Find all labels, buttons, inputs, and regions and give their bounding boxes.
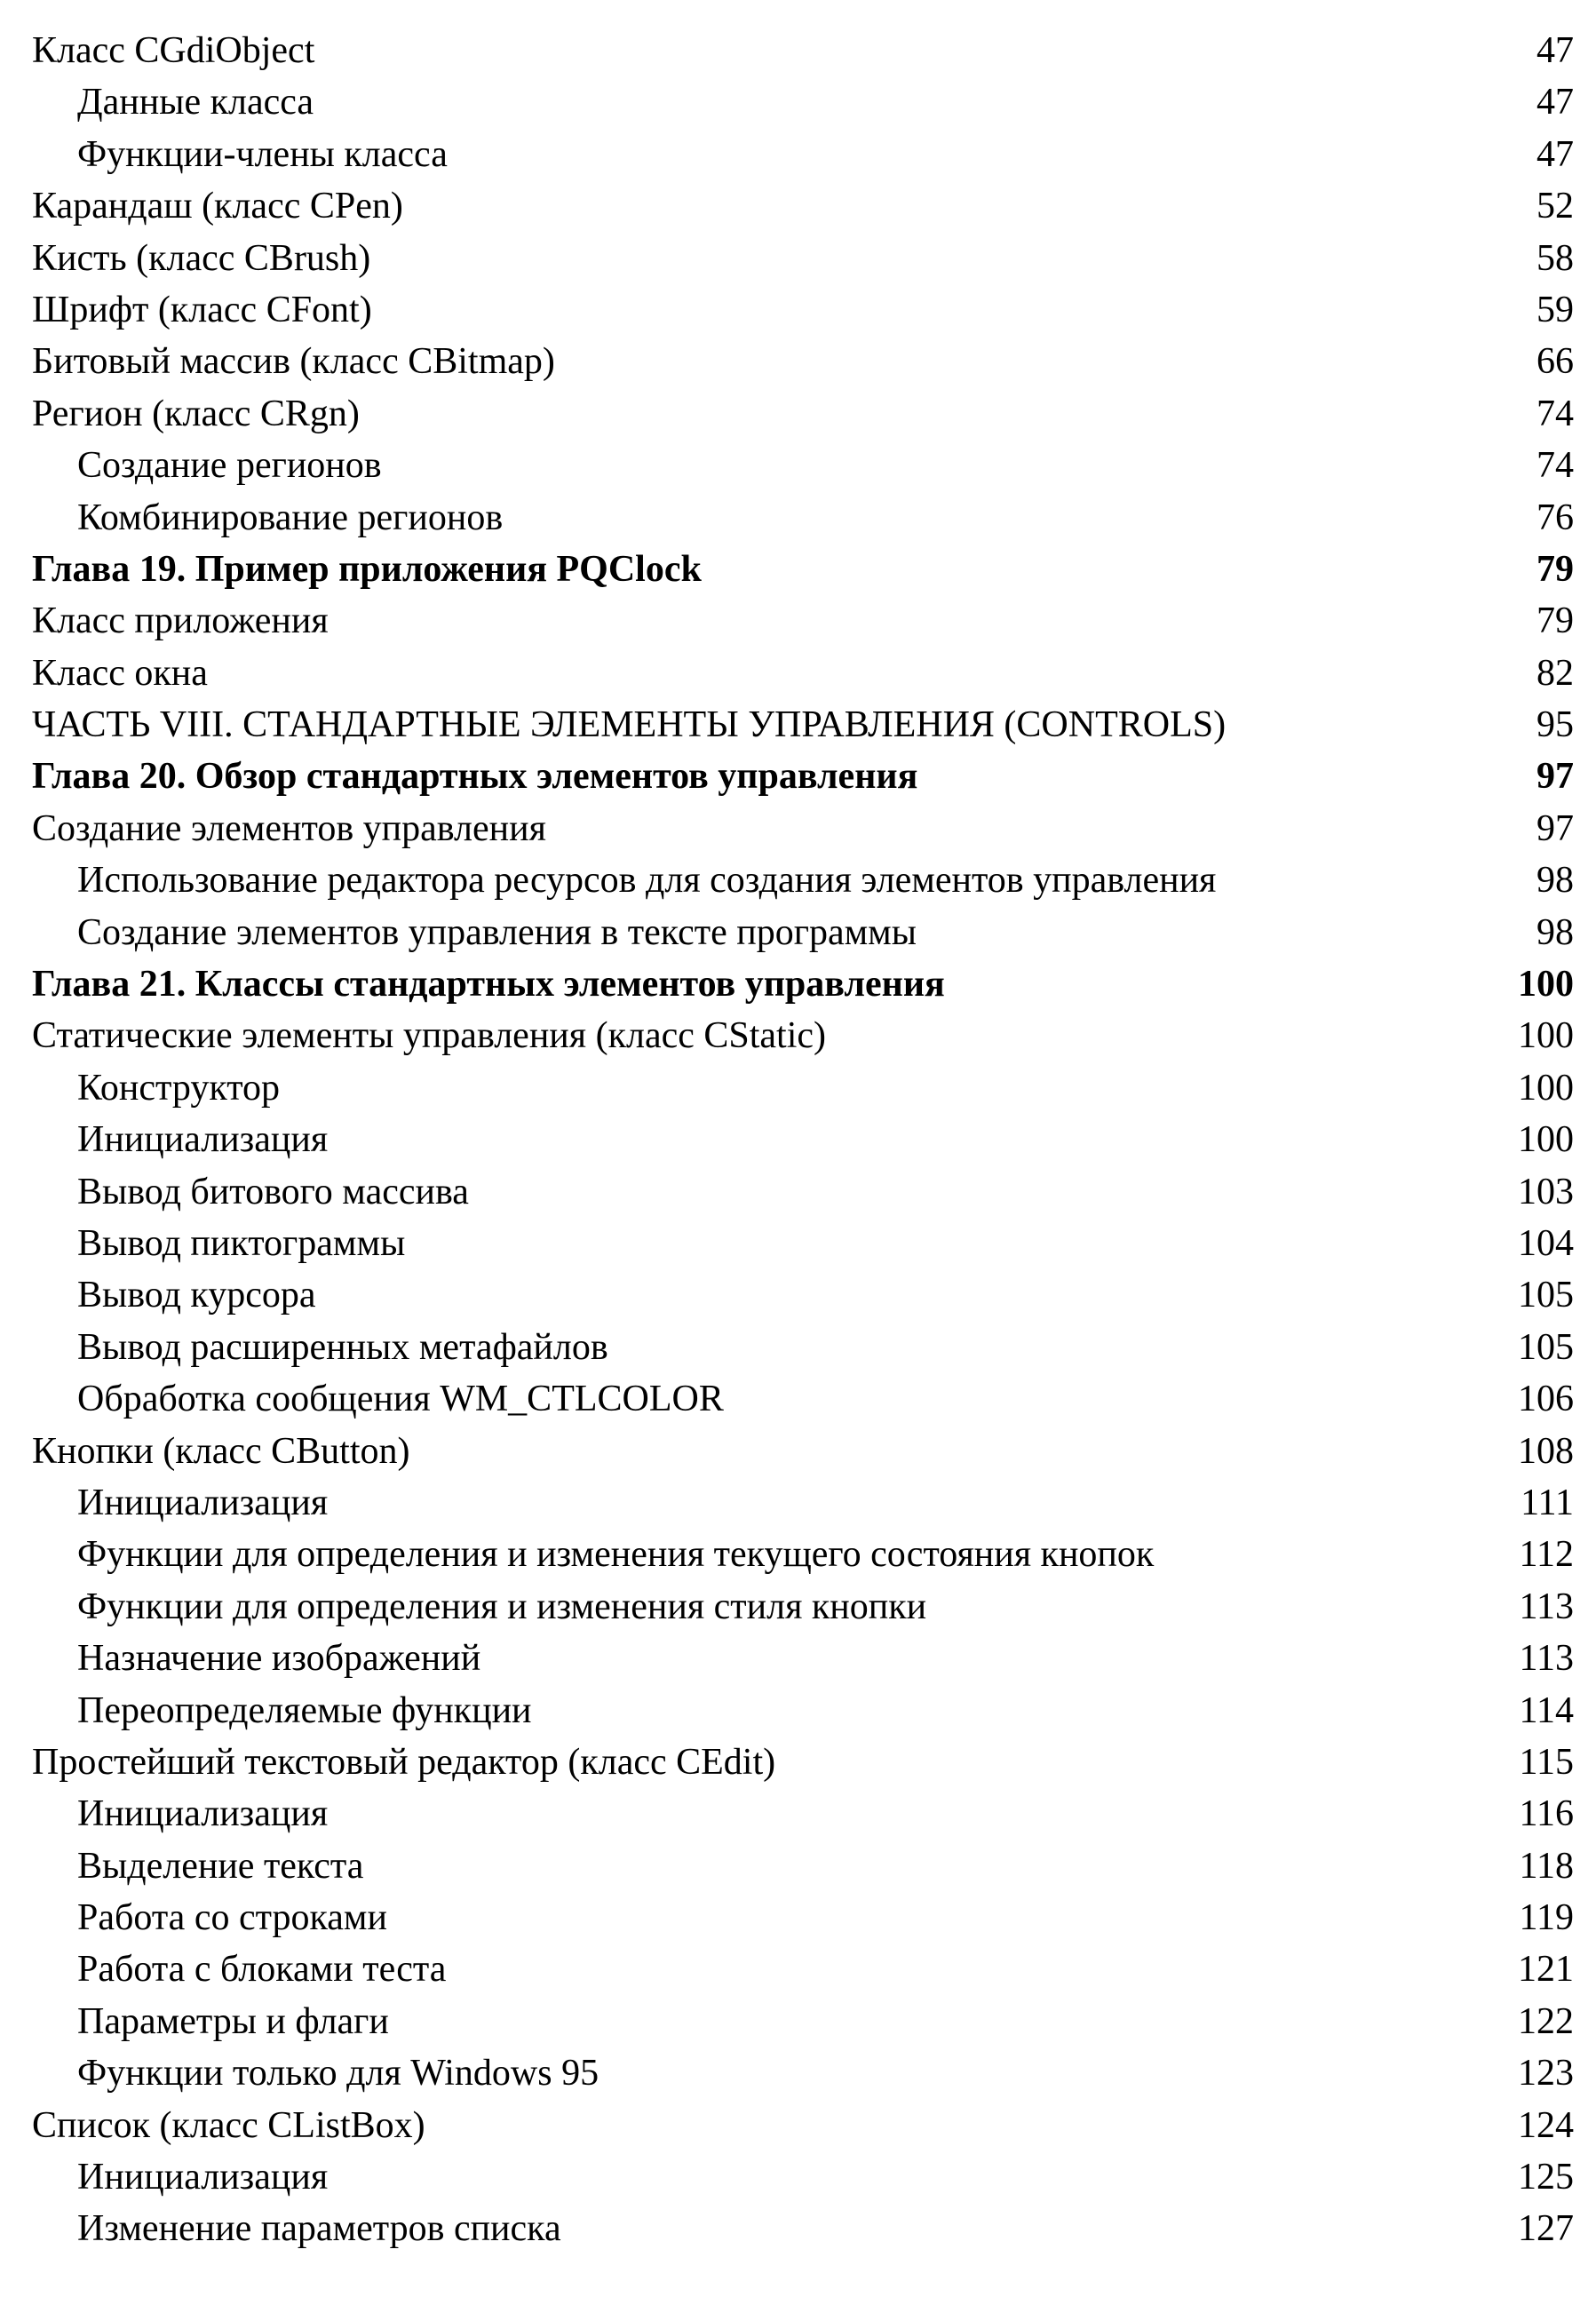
toc-section-entry (32, 1010, 1574, 1061)
toc-entry-page-number: 95 (1536, 704, 1574, 746)
toc-entry-title: Параметры и флаги (77, 2000, 389, 2042)
toc-section-entry (32, 233, 1574, 284)
toc-entry-page-number: 100 (1518, 1119, 1574, 1161)
toc-entry-page-number: 76 (1536, 497, 1574, 538)
toc-entry-title: Битовый массив (класс CBitmap) (32, 341, 555, 383)
toc-entry-page-number: 111 (1521, 1482, 1574, 1523)
toc-subsection-entry (32, 440, 1574, 491)
toc-entry-title: Класс окна (32, 652, 208, 694)
toc-entry-title: Вывод битового массива (77, 1171, 469, 1212)
toc-entry-title: Создание элементов управления в тексте программы (77, 911, 917, 953)
toc-chapter-entry (32, 544, 1574, 595)
toc-entry-title: Комбинирование регионов (77, 497, 504, 538)
toc-entry-page-number: 119 (1519, 1897, 1574, 1939)
toc-subsection-entry (32, 1269, 1574, 1321)
toc-section-entry (32, 25, 1574, 76)
toc-entry-title: Инициализация (77, 2157, 329, 2198)
toc-entry-title: Вывод пиктограммы (77, 1222, 406, 1264)
toc-entry-title: Функции-члены класса (77, 133, 448, 175)
toc-entry-page-number: 105 (1518, 1326, 1574, 1368)
toc-entry-page-number: 112 (1519, 1534, 1574, 1576)
table-of-contents (32, 25, 1574, 2255)
toc-subsection-entry (32, 854, 1574, 906)
toc-entry-title: Инициализация (77, 1482, 329, 1523)
toc-entry-title: Выделение текста (77, 1845, 364, 1887)
toc-section-entry (32, 595, 1574, 647)
toc-subsection-entry (32, 1062, 1574, 1114)
toc-entry-page-number: 113 (1519, 1586, 1574, 1627)
toc-subsection-entry (32, 1685, 1574, 1737)
toc-entry-title: Список (класс CListBox) (32, 2104, 425, 2146)
toc-subsection-entry (32, 2047, 1574, 2099)
toc-entry-title: Глава 19. Пример приложения PQClock (32, 548, 702, 590)
toc-entry-page-number: 121 (1518, 1949, 1574, 1991)
toc-entry-page-number: 79 (1536, 600, 1574, 642)
toc-section-entry (32, 1737, 1574, 1788)
toc-subsection-entry (32, 1633, 1574, 1684)
toc-entry-page-number: 100 (1518, 1015, 1574, 1057)
toc-entry-title: Использование редактора ресурсов для создания элементов управления (77, 860, 1217, 902)
toc-entry-page-number: 100 (1518, 1067, 1574, 1109)
toc-entry-title: Класс приложения (32, 600, 329, 642)
toc-subsection-entry (32, 1218, 1574, 1269)
toc-entry-page-number: 100 (1518, 964, 1574, 1006)
toc-entry-title: Статические элементы управления (класс CStatic) (32, 1015, 827, 1057)
toc-entry-page-number: 113 (1519, 1638, 1574, 1680)
toc-entry-title: Глава 21. Классы стандартных элементов управления (32, 964, 945, 1006)
toc-subsection-entry (32, 1529, 1574, 1580)
toc-entry-title: Класс CGdiObject (32, 30, 315, 71)
toc-entry-page-number: 123 (1518, 2053, 1574, 2094)
toc-subsection-entry (32, 2151, 1574, 2203)
toc-entry-page-number: 66 (1536, 341, 1574, 383)
toc-subsection-entry (32, 907, 1574, 958)
toc-entry-title: Простейший текстовый редактор (класс CEdit) (32, 1741, 776, 1783)
toc-chapter-entry (32, 751, 1574, 802)
toc-entry-title: ЧАСТЬ VIII. СТАНДАРТНЫЕ ЭЛЕМЕНТЫ УПРАВЛЕНИЯ (CONTROLS) (32, 704, 1227, 746)
toc-entry-title: Создание регионов (77, 445, 382, 487)
toc-entry-page-number: 98 (1536, 911, 1574, 953)
toc-subsection-entry (32, 1477, 1574, 1529)
toc-entry-title: Кисть (класс CBrush) (32, 237, 371, 279)
toc-entry-page-number: 115 (1519, 1741, 1574, 1783)
toc-entry-title: Назначение изображений (77, 1638, 481, 1680)
toc-subsection-entry (32, 492, 1574, 544)
toc-entry-page-number: 116 (1519, 1793, 1574, 1835)
toc-subsection-entry (32, 1322, 1574, 1373)
toc-entry-title: Инициализация (77, 1793, 329, 1835)
toc-entry-title: Работа с блоками теста (77, 1949, 447, 1991)
toc-entry-page-number: 74 (1536, 393, 1574, 434)
toc-entry-title: Данные класса (77, 82, 314, 123)
toc-entry-title: Конструктор (77, 1067, 281, 1109)
toc-entry-title: Функции для определения и изменения текущего состояния кнопок (77, 1534, 1155, 1576)
toc-subsection-entry (32, 76, 1574, 128)
toc-entry-page-number: 47 (1536, 82, 1574, 123)
toc-section-entry (32, 648, 1574, 699)
toc-entry-title: Обработка сообщения WM_CTLCOLOR (77, 1379, 724, 1420)
toc-entry-page-number: 105 (1518, 1275, 1574, 1316)
toc-entry-title: Регион (класс CRgn) (32, 393, 360, 434)
toc-entry-title: Изменение параметров списка (77, 2208, 561, 2250)
toc-entry-page-number: 114 (1519, 1689, 1574, 1731)
toc-entry-title: Инициализация (77, 1119, 329, 1161)
toc-entry-page-number: 82 (1536, 652, 1574, 694)
toc-entry-title: Кнопки (класс CButton) (32, 1430, 410, 1472)
toc-subsection-entry (32, 1373, 1574, 1425)
toc-subsection-entry (32, 2203, 1574, 2254)
toc-entry-page-number: 124 (1518, 2104, 1574, 2146)
toc-entry-title: Шрифт (класс CFont) (32, 289, 372, 330)
toc-entry-title: Карандаш (класс CPen) (32, 186, 403, 227)
toc-section-entry (32, 699, 1574, 751)
toc-entry-page-number: 122 (1518, 2000, 1574, 2042)
toc-entry-page-number: 97 (1536, 756, 1574, 798)
toc-entry-title: Создание элементов управления (32, 807, 546, 849)
toc-entry-title: Работа со строками (77, 1897, 387, 1939)
toc-subsection-entry (32, 1114, 1574, 1165)
toc-section-entry (32, 284, 1574, 336)
toc-entry-page-number: 47 (1536, 30, 1574, 71)
toc-section-entry (32, 2100, 1574, 2151)
toc-entry-title: Глава 20. Обзор стандартных элементов управления (32, 756, 918, 798)
toc-entry-title: Функции для определения и изменения стиля кнопки (77, 1586, 927, 1627)
toc-entry-page-number: 127 (1518, 2208, 1574, 2250)
toc-section-entry (32, 803, 1574, 854)
toc-entry-page-number: 74 (1536, 445, 1574, 487)
toc-entry-page-number: 103 (1518, 1171, 1574, 1212)
toc-entry-title: Переопределяемые функции (77, 1689, 532, 1731)
toc-subsection-entry (32, 1996, 1574, 2047)
toc-entry-page-number: 118 (1519, 1845, 1574, 1887)
toc-chapter-entry (32, 958, 1574, 1010)
toc-subsection-entry (32, 1581, 1574, 1633)
toc-entry-page-number: 47 (1536, 133, 1574, 175)
toc-subsection-entry (32, 1840, 1574, 1892)
toc-subsection-entry (32, 1788, 1574, 1840)
toc-entry-title: Вывод курсора (77, 1275, 316, 1316)
toc-entry-title: Вывод расширенных метафайлов (77, 1326, 608, 1368)
toc-entry-page-number: 58 (1536, 237, 1574, 279)
toc-entry-title: Функции только для Windows 95 (77, 2053, 599, 2094)
toc-subsection-entry (32, 1892, 1574, 1943)
toc-entry-page-number: 104 (1518, 1222, 1574, 1264)
toc-entry-page-number: 106 (1518, 1379, 1574, 1420)
toc-entry-page-number: 125 (1518, 2157, 1574, 2198)
toc-subsection-entry (32, 1943, 1574, 1995)
toc-entry-page-number: 97 (1536, 807, 1574, 849)
toc-section-entry (32, 388, 1574, 440)
toc-section-entry (32, 336, 1574, 387)
toc-section-entry (32, 180, 1574, 232)
toc-subsection-entry (32, 1166, 1574, 1218)
toc-entry-page-number: 52 (1536, 186, 1574, 227)
toc-entry-page-number: 59 (1536, 289, 1574, 330)
toc-entry-page-number: 108 (1518, 1430, 1574, 1472)
toc-subsection-entry (32, 129, 1574, 180)
toc-entry-page-number: 98 (1536, 860, 1574, 902)
toc-entry-page-number: 79 (1536, 548, 1574, 590)
toc-section-entry (32, 1426, 1574, 1477)
